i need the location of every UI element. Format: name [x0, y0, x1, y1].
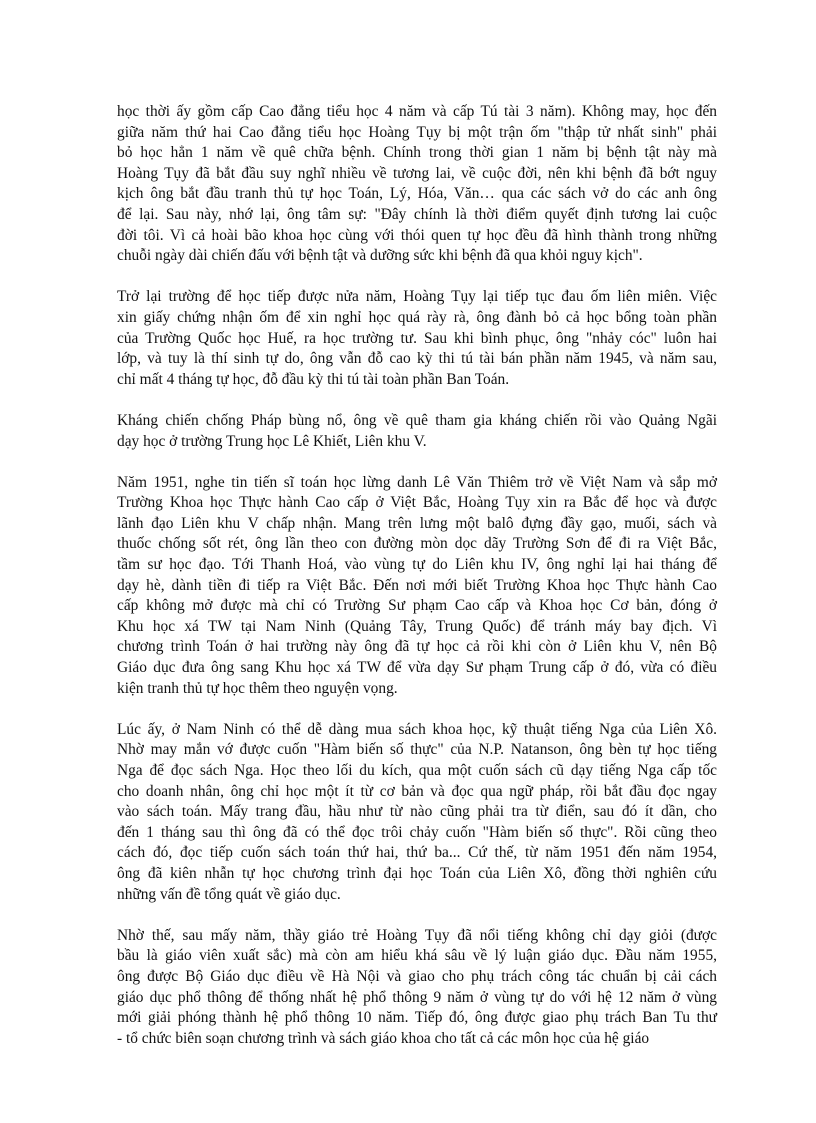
- text-line: kiện tranh thủ tự học thêm theo nguyện vọng.: [117, 679, 398, 697]
- text-line: học thời ấy gồm cấp Cao đẳng tiểu học 4 năm và cấp Tú tài 3 năm). Không may, học đến: [117, 103, 717, 120]
- text-line: Nhờ may mắn vớ được cuốn "Hàm biến số thực" của N.P. Natanson, ông bèn tự học tiếng: [117, 741, 717, 759]
- text-line: tầm sư học đạo. Tới Thanh Hoá, vào vùng tự do Liên khu IV, ông nghỉ lại hai tháng để: [117, 556, 717, 574]
- text-line: Kháng chiến chống Pháp bùng nổ, ông về quê tham gia kháng chiến rồi vào Quảng Ngãi: [117, 411, 717, 429]
- text-line: chuỗi ngày dài chiến đấu với bệnh tật và dưỡng sức khi bệnh đã qua khỏi nguy kịch".: [117, 247, 643, 265]
- text-line: giáo dục phổ thông để thống nhất hệ phổ thông 9 năm ở vùng tự do với hệ 12 năm ở vùng: [117, 988, 717, 1006]
- text-line: thuốc chống sốt rét, ông lần theo con đường mòn dọc dãy Trường Sơn để đi ra Việt Bắc,: [117, 535, 717, 553]
- text-line: giữa năm thứ hai Cao đẳng tiểu học Hoàng Tụy bị một trận ốm "thập tử nhất sinh" phải: [117, 123, 717, 141]
- document-page: [117, 102, 717, 1070]
- text-line: bầu là giáo viên xuất sắc) mà còn am hiểu khá sâu về lý luận giáo dục. Đầu năm 1955,: [117, 947, 717, 965]
- text-line: Trường Khoa học Thực hành Cao cấp ở Việt Bắc, Hoàng Tụy xin ra Bắc để học và được: [117, 494, 717, 512]
- text-line: Khu học xá TW tại Nam Ninh (Quảng Tây, Trung Quốc) để tránh máy bay địch. Vì: [117, 617, 717, 635]
- text-line: - tổ chức biên soạn chương trình và sách giáo khoa cho tất cả các môn học của hệ giáo: [117, 1029, 650, 1047]
- text-line: dạy học ở trường Trung học Lê Khiết, Liên khu V.: [117, 432, 427, 450]
- text-line: vào sách toán. Mấy trang đầu, hầu như từ nào cũng phải tra từ điển, sau đó ít dần, cho: [117, 803, 717, 821]
- text-line: để lại. Sau này, nhớ lại, ông tâm sự: "Đây chính là thời điểm quyết định tương lai cuộc: [117, 205, 717, 223]
- text-line: lớp, và tuy là thí sinh tự do, ông vẫn đỗ cao kỳ thi tú tài bán phần năm 1945, và năm sau,: [117, 350, 717, 368]
- text-line: Nga để đọc sách Nga. Học theo lối du kích, qua một cuốn sách cũ dạy tiếng Nga cấp tốc: [117, 762, 717, 779]
- text-line: cấp không mở được mà chỉ có Trường Sư phạm Cao cấp và Khoa học Cơ bản, đóng ở: [117, 597, 717, 615]
- text-line: Hoàng Tụy đã bắt đầu suy nghĩ nhiều về tương lai, về cuộc đời, nên khi bệnh đã bớt nguy: [117, 164, 717, 182]
- text-line: lãnh đạo Liên khu V chấp nhận. Mang trên lưng một balô đựng đầy gạo, muối, sách và: [117, 514, 717, 532]
- text-line: Trở lại trường để học tiếp được nửa năm, Hoàng Tụy lại tiếp tục đau ốm liên miên. Việc: [117, 288, 717, 306]
- text-line: dạy hè, dành tiền đi tiếp ra Việt Bắc. Đến nơi mới biết Trường Khoa học Thực hành Cao: [117, 576, 717, 594]
- paragraph-2: [117, 287, 717, 390]
- paragraph-1: [117, 102, 717, 267]
- text-line: Lúc ấy, ở Nam Ninh có thể dễ dàng mua sách khoa học, kỹ thuật tiếng Nga của Liên Xô.: [117, 720, 717, 738]
- text-line: cho doanh nhân, ông chỉ học một ít từ cơ bản và đọc qua ngữ pháp, rồi bắt đầu đọc ngay: [117, 782, 717, 800]
- text-line: chỉ mất 4 tháng tự học, đỗ đầu kỳ thi tú tài toàn phần Ban Toán.: [117, 370, 510, 388]
- text-line: xin giấy chứng nhận ốm để xin nghỉ học quá rày rà, ông đành bỏ cả học bổng toàn phần: [117, 308, 717, 326]
- text-line: những vấn đề tổng quát về giáo dục.: [117, 885, 341, 903]
- text-line: cách đó, đọc tiếp cuốn sách toán thứ hai, thứ ba... Cứ thế, từ năm 1951 đến năm 1954,: [117, 844, 717, 862]
- text-line: đến 1 tháng sau thì ông đã có thể đọc trôi chảy cuốn "Hàm biến số thực". Rồi cũng theo: [117, 823, 717, 841]
- text-line: ông được Bộ Giáo dục điều về Hà Nội và giao cho phụ trách công tác chuẩn bị cải cách: [117, 967, 717, 985]
- text-line: Năm 1951, nghe tin tiến sĩ toán học lừng danh Lê Văn Thiêm trở về Việt Nam và sắp mở: [117, 473, 717, 491]
- text-line: Giáo dục đưa ông sang Khu học xá TW để vừa dạy Sư phạm Trung cấp ở đó, vừa có điều: [117, 659, 717, 677]
- paragraph-6: [117, 926, 717, 1050]
- paragraph-4: [117, 473, 717, 700]
- text-line: bỏ học hẳn 1 năm về quê chữa bệnh. Chính trong thời gian 1 năm bị bệnh tật này mà: [117, 144, 717, 162]
- text-line: Nhờ thế, sau mấy năm, thầy giáo trẻ Hoàng Tụy đã nổi tiếng không chỉ dạy giỏi (được: [117, 926, 717, 944]
- text-line: mới giải phóng thành hệ phổ thông 10 năm. Tiếp đó, ông được giao phụ trách Ban Tu thư: [117, 1009, 717, 1027]
- text-line: ông đã kiên nhẫn tự học chương trình đại học Toán của Liên Xô, đồng thời nghiên cứu: [117, 864, 717, 882]
- paragraph-3: [117, 411, 717, 452]
- paragraph-5: [117, 720, 717, 905]
- text-line: chương trình Toán ở hai trường này ông đã tự học cả rồi khi còn ở Liên khu V, nên Bộ: [117, 638, 717, 656]
- text-line: kịch ông bắt đầu tranh thủ tự học Toán, Lý, Hóa, Văn… qua các sách vở do các anh ông: [117, 185, 717, 203]
- text-line: của Trường Quốc học Huế, ra học trường tư. Sau khi bình phục, ông "nhảy cóc" luôn hai: [117, 329, 717, 347]
- text-line: đời tôi. Vì cả hoài bão khoa học cùng với thói quen tự học đều đã hình thành trong những: [117, 226, 717, 244]
